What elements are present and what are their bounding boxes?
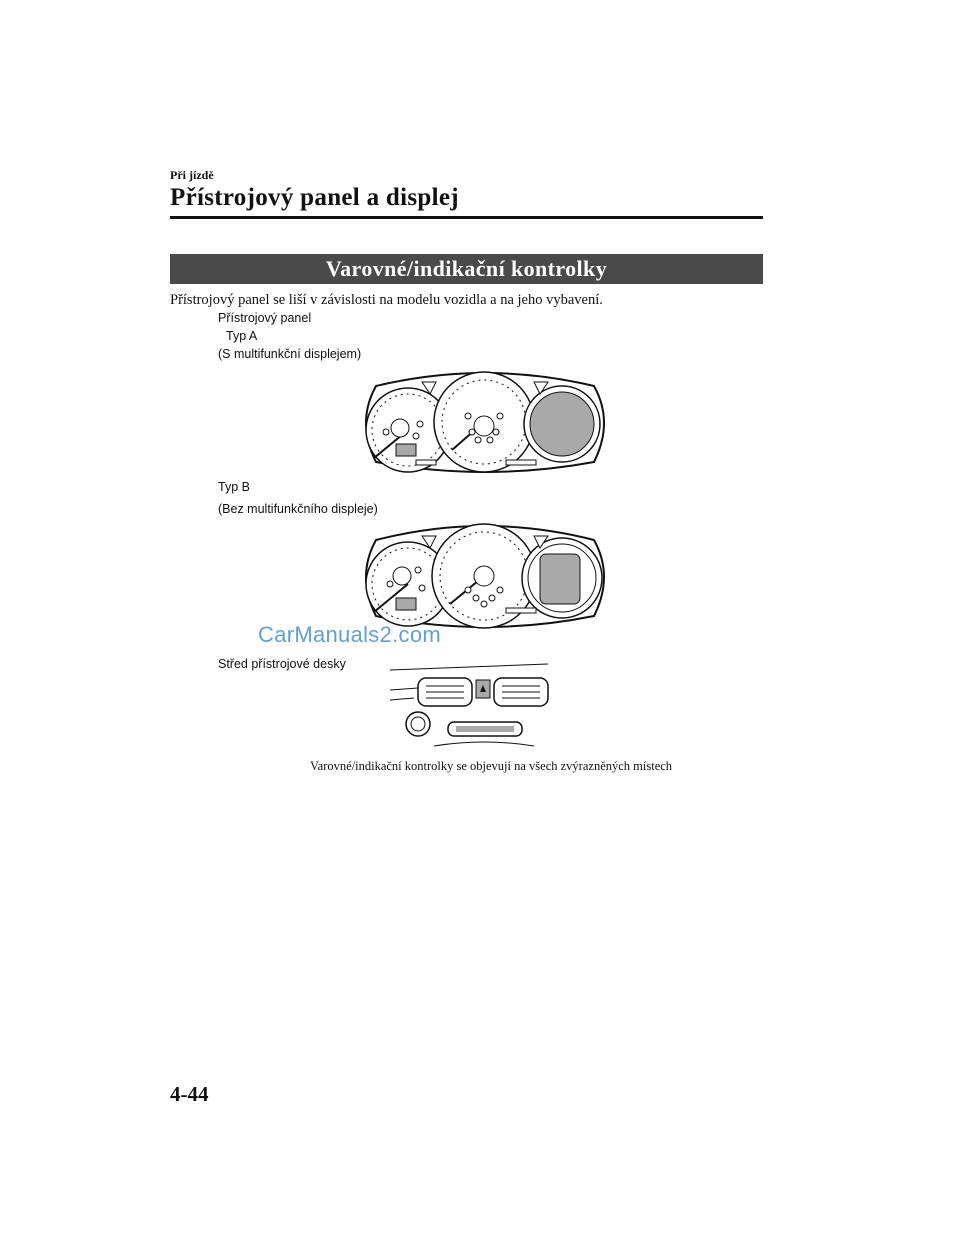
label-type-b-sub: (Bez multifunkčního displeje) bbox=[218, 502, 378, 516]
section-banner: Varovné/indikační kontrolky bbox=[170, 254, 763, 284]
figure-caption: Varovné/indikační kontrolky se objevují na všech zvýrazněných místech bbox=[310, 759, 673, 773]
cluster-type-b-illustration bbox=[356, 518, 614, 634]
dashboard-center-illustration bbox=[384, 660, 550, 752]
title-rule bbox=[170, 216, 763, 219]
page-number: 4-44 bbox=[170, 1082, 209, 1106]
watermark-text: CarManuals2.com bbox=[258, 622, 442, 647]
section-label: Při jízdě bbox=[170, 168, 214, 182]
cluster-type-a-illustration bbox=[356, 366, 614, 478]
intro-text: Přístrojový panel se liší v závislosti na modelu vozidla a na jeho vybavení. bbox=[170, 292, 603, 308]
label-type-a: Typ A bbox=[226, 329, 258, 343]
label-instrument-panel: Přístrojový panel bbox=[218, 311, 312, 325]
label-type-a-sub: (S multifunkční displejem) bbox=[218, 347, 362, 361]
label-dashboard-center: Střed přístrojové desky bbox=[218, 657, 346, 671]
page-title: Přístrojový panel a displej bbox=[170, 184, 459, 211]
label-type-b: Typ B bbox=[218, 480, 250, 494]
